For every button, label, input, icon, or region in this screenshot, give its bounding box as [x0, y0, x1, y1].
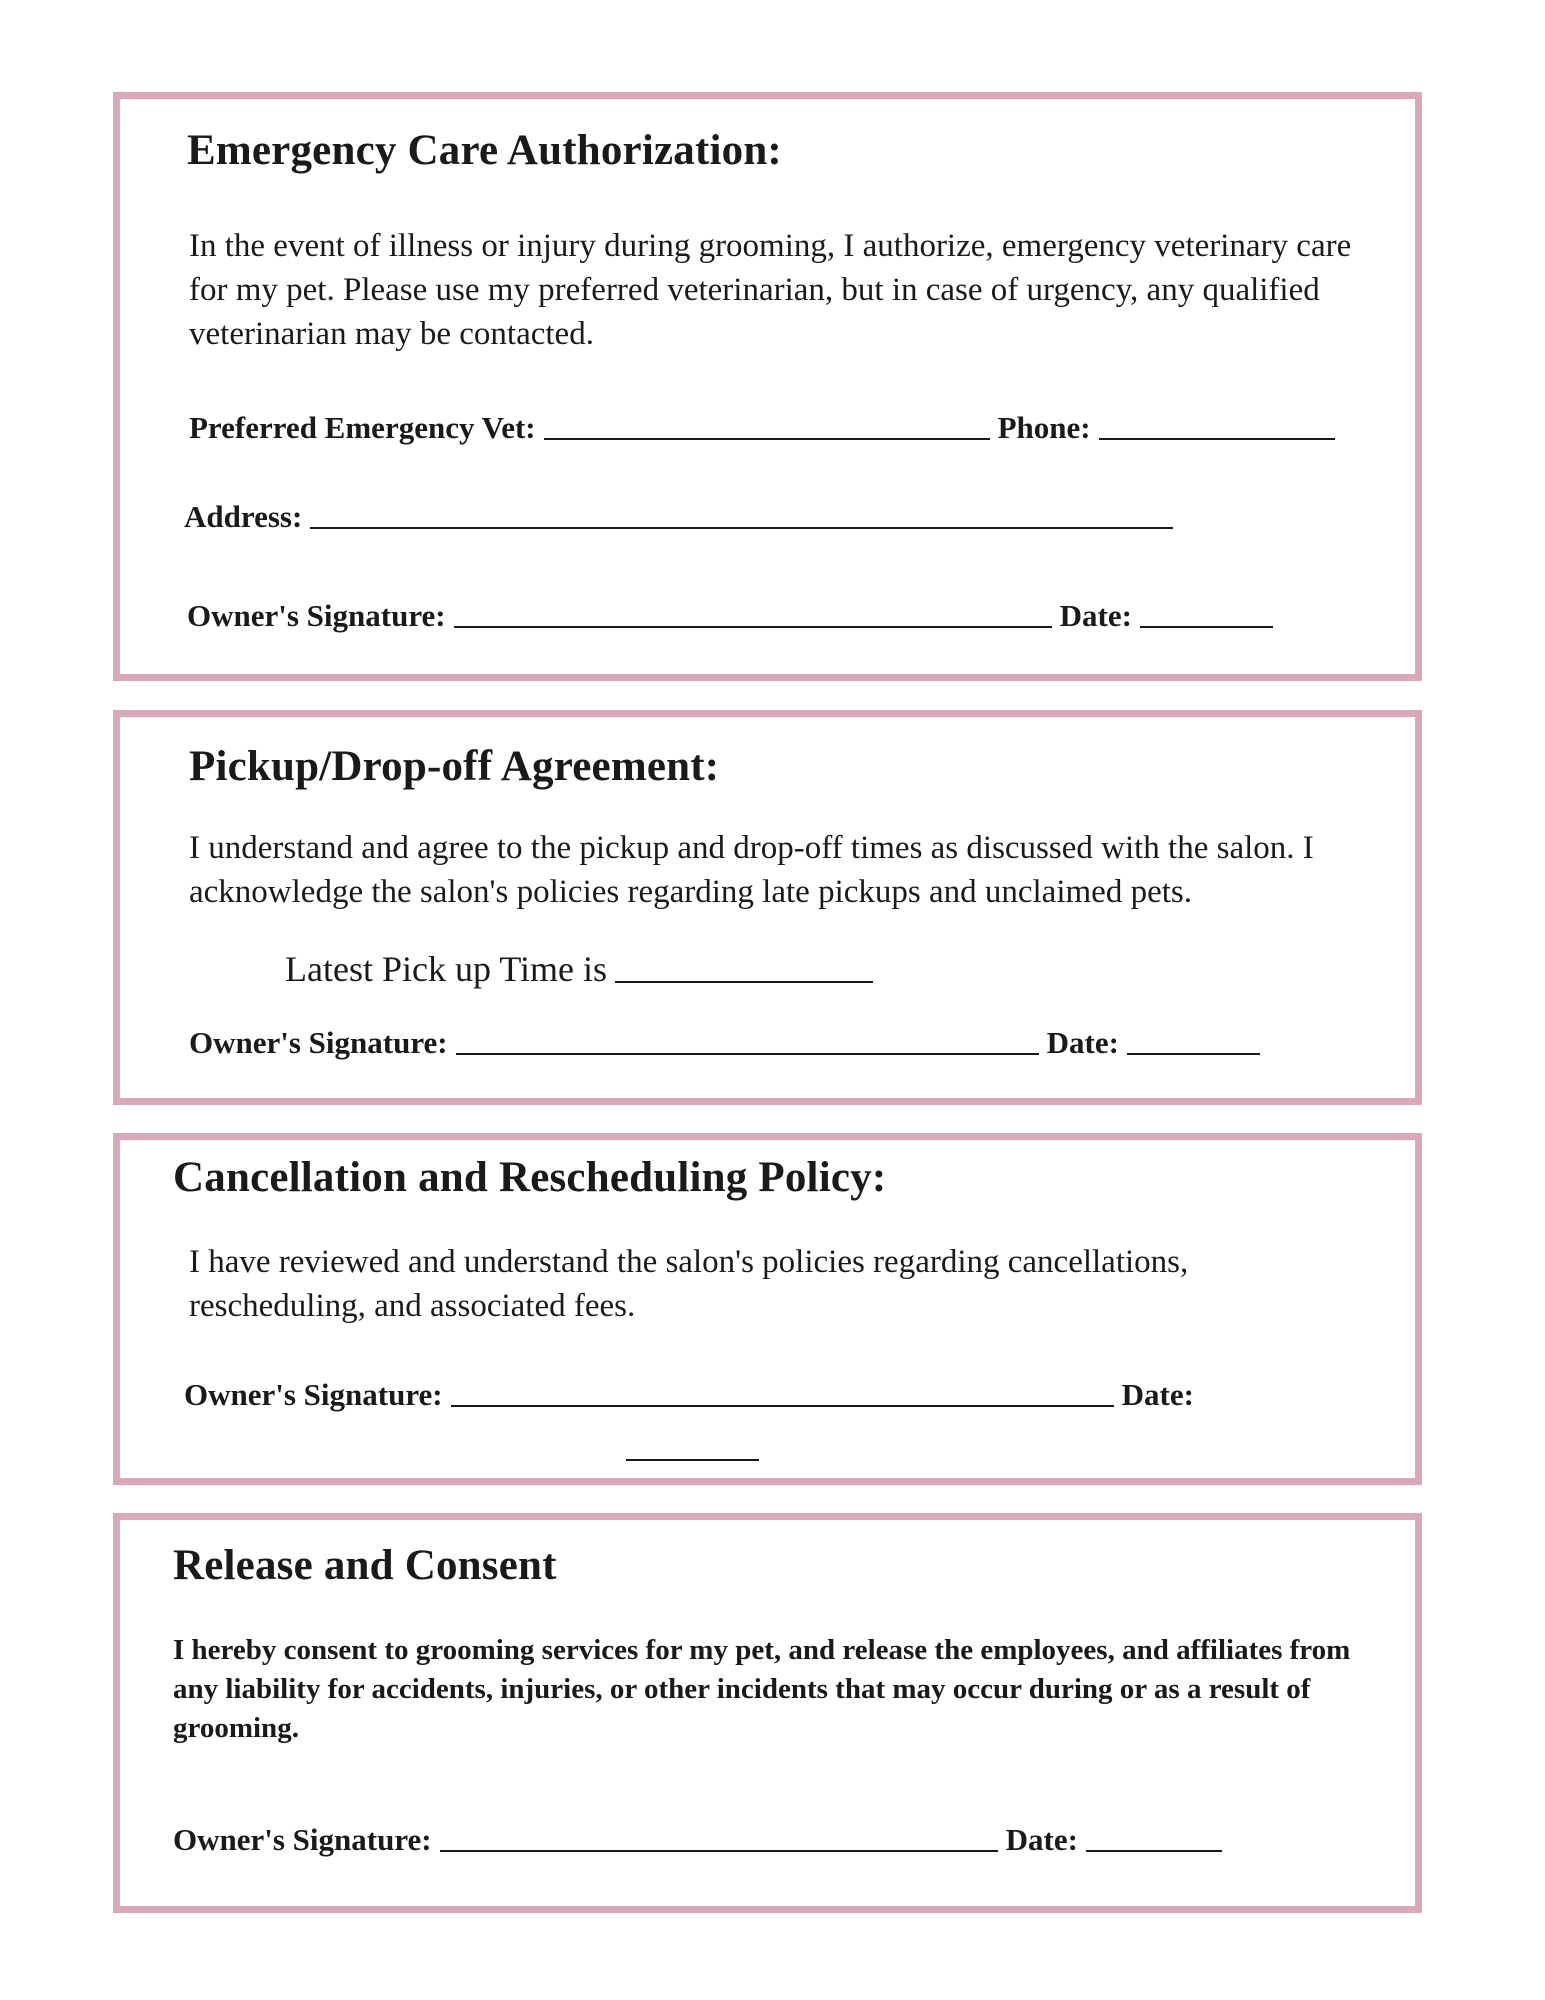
address-row: [184, 499, 1181, 535]
pickup-dropoff-heading: Pickup/Drop-off Agreement:: [189, 743, 720, 790]
vet-phone-row: [189, 410, 1343, 446]
date-label: Date:: [1005, 1822, 1078, 1857]
signature-field[interactable]: [454, 625, 1052, 628]
date-label: Date:: [1046, 1025, 1119, 1060]
date-label: Date:: [1059, 598, 1132, 633]
pickup-time-label: Latest Pick up Time is: [285, 949, 608, 989]
emergency-care-heading: Emergency Care Authorization:: [187, 127, 782, 174]
signature-field[interactable]: [440, 1849, 998, 1852]
address-label: Address:: [184, 499, 303, 534]
cancellation-heading: Cancellation and Rescheduling Policy:: [173, 1154, 887, 1201]
signature-field[interactable]: [451, 1404, 1114, 1407]
signature-label: Owner's Signature:: [189, 1025, 448, 1060]
pickup-time-field[interactable]: [615, 980, 873, 983]
release-consent-heading: Release and Consent: [173, 1542, 557, 1589]
signature-row-4: [173, 1822, 1230, 1858]
date-field[interactable]: [1140, 625, 1273, 628]
pickup-time-row: [285, 948, 881, 990]
emergency-care-paragraph: In the event of illness or injury during grooming, I authorize, emergency veterinary care for my pet. Please use my preferred veterinarian, but in case of urgency, any qualified veterinarian may be contacted.: [189, 228, 1352, 352]
date-label: Date:: [1121, 1377, 1194, 1412]
release-consent-paragraph: I hereby consent to grooming services for my pet, and release the employees, and affiliates from any liability for accidents, injuries, or other incidents that may occur during or as a result of grooming.: [173, 1634, 1351, 1744]
cancellation-paragraph: I have reviewed and understand the salon's policies regarding cancellations, rescheduling, and associated fees.: [189, 1244, 1189, 1324]
phone-field[interactable]: [1099, 437, 1335, 440]
signature-row-1: [187, 598, 1281, 634]
date-field[interactable]: [1127, 1052, 1260, 1055]
phone-label: Phone:: [997, 410, 1091, 445]
date-field[interactable]: [1086, 1849, 1222, 1852]
address-field[interactable]: [310, 526, 1173, 529]
signature-field[interactable]: [456, 1052, 1039, 1055]
vet-label: Preferred Emergency Vet:: [189, 410, 536, 445]
signature-row-3: [184, 1377, 1194, 1413]
date-field[interactable]: [626, 1458, 759, 1461]
signature-row-2: [189, 1025, 1268, 1061]
emergency-care-section: [113, 92, 1422, 681]
signature-label: Owner's Signature:: [173, 1822, 432, 1857]
signature-label: Owner's Signature:: [184, 1377, 443, 1412]
signature-label: Owner's Signature:: [187, 598, 446, 633]
vet-name-field[interactable]: [544, 437, 990, 440]
pickup-dropoff-paragraph: I understand and agree to the pickup and drop-off times as discussed with the salon. I acknowledge the salon's policies regarding late pickups and unclaimed pets.: [189, 830, 1314, 910]
